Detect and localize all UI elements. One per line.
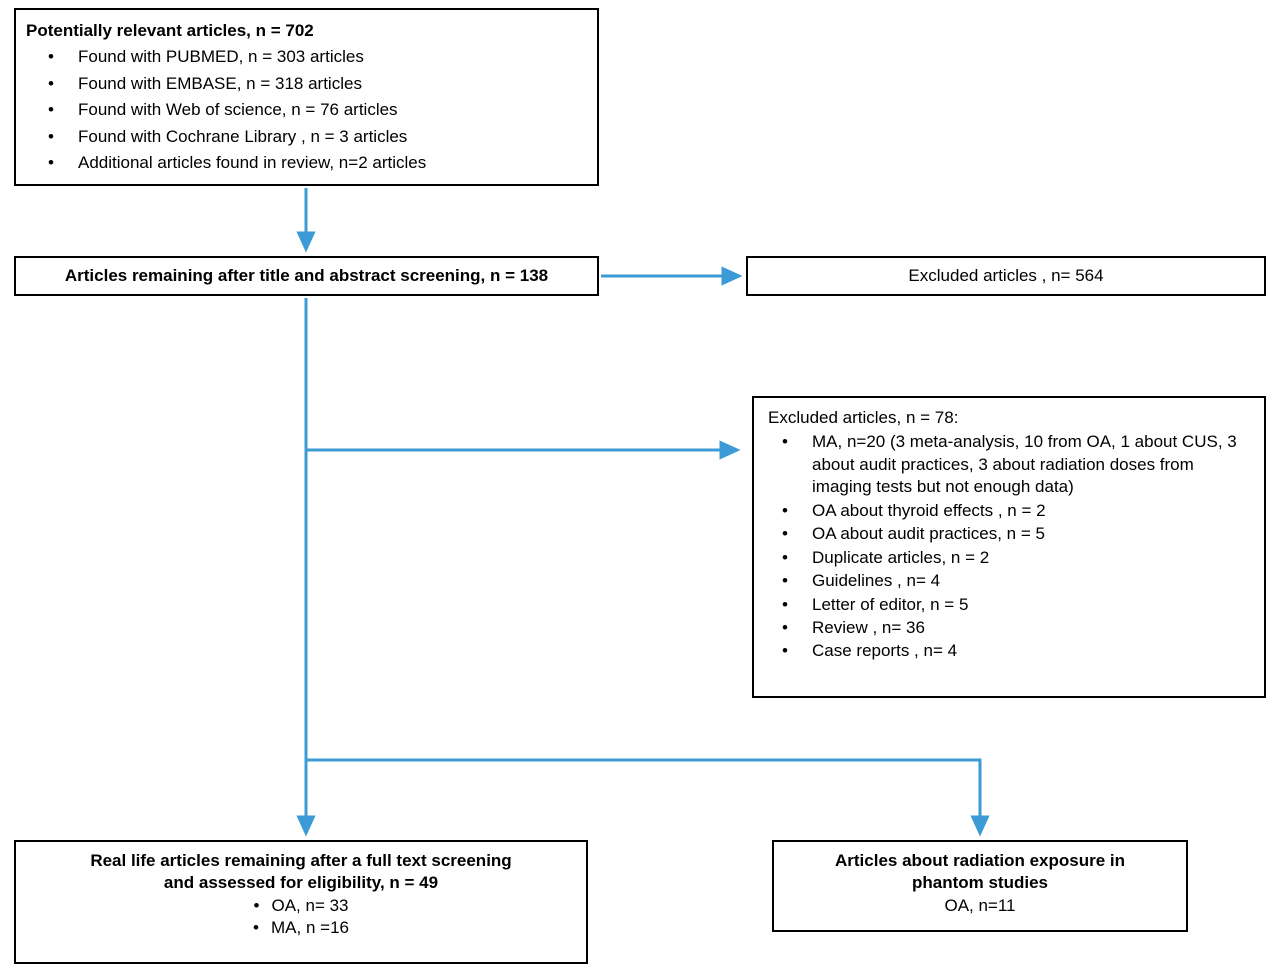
list-item: • Case reports , n= 4: [768, 640, 1256, 662]
list-item: • MA, n =16: [253, 917, 349, 939]
node-articles-remaining-after-screening: [14, 256, 599, 296]
node-potentially-relevant-articles: [14, 8, 599, 186]
node-real-life-articles: [14, 840, 588, 964]
list-item: • Duplicate articles, n = 2: [768, 547, 1256, 569]
list-item: • Review , n= 36: [768, 617, 1256, 639]
node-phantom-title-line2: phantom studies: [911, 873, 1048, 893]
node-excluded-articles-78: [752, 396, 1266, 698]
node-real-life-title-line2: and assessed for eligibility, n = 49: [163, 873, 439, 893]
node-phantom-title-line1: Articles about radiation exposure in: [834, 851, 1125, 870]
node-sources-list: [26, 46, 589, 174]
list-item: • Additional articles found in review, n=2 articles: [26, 152, 589, 174]
list-item: • Found with EMBASE, n = 318 articles: [26, 73, 589, 95]
node-real-life-item-2: [26, 917, 576, 939]
list-item: • Letter of editor, n = 5: [768, 594, 1256, 616]
list-item: • Found with PUBMED, n = 303 articles: [26, 46, 589, 68]
list-item: • OA about thyroid effects , n = 2: [768, 500, 1256, 522]
node-excluded-78-lead: Excluded articles, n = 78:: [768, 408, 959, 427]
node-excluded-78-list: [768, 431, 1256, 662]
list-item: • Guidelines , n= 4: [768, 570, 1256, 592]
node-remaining-label: Articles remaining after title and abstract screening, n = 138: [64, 265, 549, 285]
list-item: • MA, n=20 (3 meta-analysis, 10 from OA, 1 about CUS, 3 about audit practices, 3 about radiation doses from imaging tests but not enough data): [768, 431, 1256, 498]
node-phantom-studies: [772, 840, 1188, 932]
node-sources-title: Potentially relevant articles, n = 702: [26, 21, 314, 40]
list-item: • Found with Web of science, n = 76 articles: [26, 99, 589, 121]
node-real-life-item-1: [26, 895, 576, 917]
list-item: • Found with Cochrane Library , n = 3 articles: [26, 126, 589, 148]
list-item: • OA, n= 33: [253, 895, 348, 917]
node-real-life-title-line1: Real life articles remaining after a full text screening: [90, 851, 512, 870]
node-excluded-articles-564: [746, 256, 1266, 296]
node-phantom-sub: OA, n=11: [944, 895, 1016, 915]
list-item: • OA about audit practices, n = 5: [768, 523, 1256, 545]
node-excluded-564-label: Excluded articles , n= 564: [908, 265, 1104, 285]
